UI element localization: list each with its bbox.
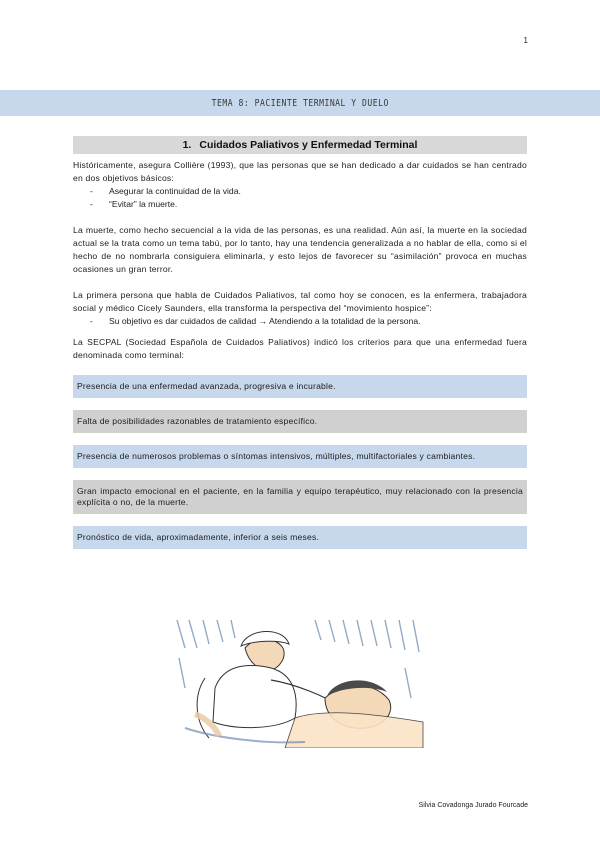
objectives-list xyxy=(73,185,527,211)
list-item: - Asegurar la continuidad de la vida. xyxy=(73,185,527,198)
caregiver-illustration xyxy=(175,618,425,748)
criterion-box: Presencia de numerosos problemas o síntomas intensivos, múltiples, multifactoriales y cambiantes. xyxy=(73,445,527,468)
section-number: 1. xyxy=(182,138,192,151)
author-footer: Silvia Covadonga Jurado Fourcade xyxy=(418,802,528,809)
criterion-box: Pronóstico de vida, aproximadamente, inferior a seis meses. xyxy=(73,526,527,549)
paragraph-secpal: La SECPAL (Sociedad Española de Cuidados Paliativos) indicó los criterios para que una enfermedad fuera denominada como terminal: xyxy=(73,337,527,360)
paragraph-death-reality: La muerte, como hecho secuencial a la vida de las personas, es una realidad. Aún así, la muerte en la sociedad actual se la trata como un tema tabú, por lo tanto, hay una tendencia generalizada a no hablar de ella, como si el hecho de no nombrarla consiguiera eliminarla, y esto lejos de favorecer su “asimilación” provoca en muchas ocasiones un gran terror. xyxy=(73,225,527,274)
criterion-box: Presencia de una enfermedad avanzada, progresiva e incurable. xyxy=(73,375,527,398)
document-body xyxy=(73,136,527,561)
criteria-list xyxy=(73,375,527,549)
section-heading xyxy=(73,136,527,154)
criterion-box: Gran impacto emocional en el paciente, en la familia y equipo terapéutico, muy relacionado con la presencia explícita o no, de la muerte. xyxy=(73,480,527,514)
criterion-box: Falta de posibilidades razonables de tratamiento específico. xyxy=(73,410,527,433)
saunders-list xyxy=(73,315,527,328)
topic-banner xyxy=(0,90,600,116)
list-item: - Su objetivo es dar cuidados de calidad → Atendiendo a la totalidad de la persona. xyxy=(73,315,527,328)
page-number: 1 xyxy=(523,36,528,45)
paragraph-historical: Históricamente, asegura Collière (1993), que las personas que se han dedicado a dar cuidados se han centrado en dos objetivos básicos: xyxy=(73,160,527,183)
list-item: - “Evitar” la muerte. xyxy=(73,198,527,211)
topic-title: TEMA 8: PACIENTE TERMINAL Y DUELO xyxy=(211,97,389,109)
section-title: Cuidados Paliativos y Enfermedad Terminal xyxy=(199,138,418,151)
paragraph-saunders: La primera persona que habla de Cuidados Paliativos, tal como hoy se conocen, es la enfermera, trabajadora social y médico Cicely Saunders, ella transforma la perspectiva del “movimiento hospice”: xyxy=(73,290,527,313)
